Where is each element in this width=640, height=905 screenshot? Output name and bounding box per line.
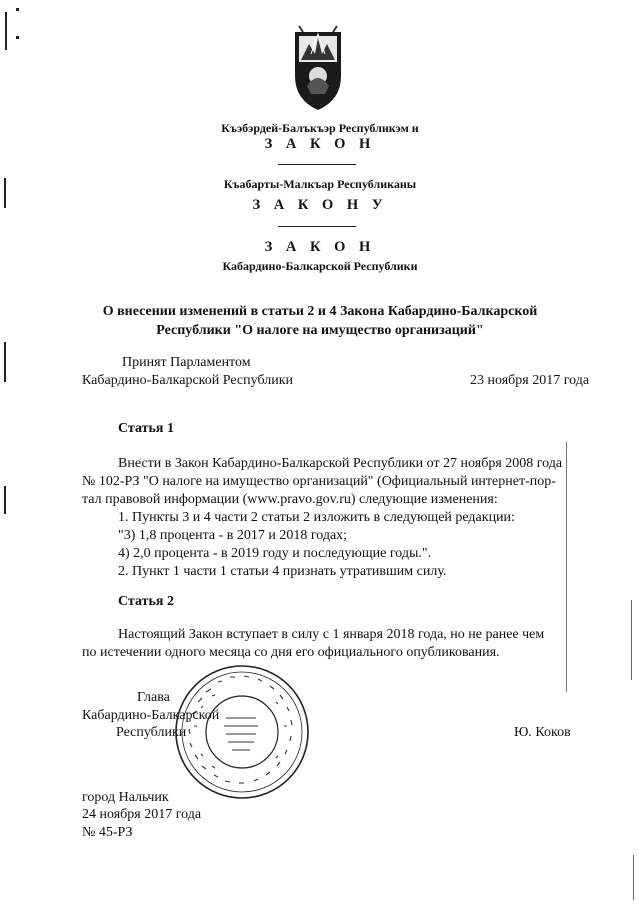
adopted-date: 23 ноября 2017 года	[470, 373, 590, 388]
law-title-line: О внесении изменений в статьи 2 и 4 Закона Кабардино-Балкарской	[102, 304, 538, 319]
article-1-line: № 102-РЗ "О налоге на имущество организаций" (Официальный интернет-пор-	[82, 474, 556, 489]
article-1-line: 1. Пункты 3 и 4 части 2 статьи 2 изложить в следующей редакции:	[118, 510, 515, 525]
adopted-by-republic: Кабардино-Балкарской Республики	[82, 373, 293, 388]
scan-mark	[4, 342, 6, 382]
header-divider	[278, 226, 356, 227]
law-title-line: Республики "О налоге на имущество организаций"	[156, 323, 484, 338]
scan-mark	[16, 8, 19, 11]
scan-mark	[633, 855, 634, 900]
article-1-line: 4) 2,0 процента - в 2019 году и последующие годы.".	[118, 546, 432, 561]
article-2-line: по истечении одного месяца со дня его официального опубликования.	[82, 645, 500, 660]
official-seal-icon	[172, 662, 312, 802]
scan-mark	[4, 178, 6, 208]
signature-role: Глава	[137, 690, 170, 705]
scan-mark	[566, 442, 567, 692]
scan-mark	[631, 600, 632, 680]
scan-mark	[4, 486, 6, 514]
article-1-line: 2. Пункт 1 части 1 статьи 4 признать утратившим силу.	[118, 564, 447, 579]
signature-role-republic: Кабардино-Балкарской	[82, 708, 220, 723]
header-kabardian-word: З А К О Н	[264, 136, 376, 152]
header-kabardian-line: Къэбэрдей-Балъкъэр Республикэм и	[221, 121, 419, 135]
law-title	[60, 302, 580, 340]
header-russian-line: Кабардино-Балкарской Республики	[222, 259, 418, 273]
coat-of-arms-icon	[289, 24, 347, 112]
header-balkar-line: Къабарты-Малкъар Республиканы	[223, 177, 417, 191]
article-1-line: тал правовой информации (www.pravo.gov.ru) следующие изменения:	[82, 492, 498, 507]
article-2-heading: Статья 2	[118, 594, 174, 609]
signatory-name: Ю. Коков	[514, 725, 571, 740]
header-balkar-word: З А К О Н У	[252, 197, 388, 213]
footer-date: 24 ноября 2017 года	[82, 807, 202, 822]
scan-mark	[16, 36, 19, 39]
footer-city: город Нальчик	[82, 790, 169, 805]
scan-mark	[5, 12, 7, 50]
article-2-line: Настоящий Закон вступает в силу с 1 января 2018 года, но не ранее чем	[118, 627, 545, 642]
signature-role-republics: Республики	[116, 725, 187, 740]
adopted-by: Принят Парламентом	[122, 355, 251, 370]
header-russian-word: З А К О Н	[264, 239, 376, 255]
article-1-line: Внести в Закон Кабардино-Балкарской Республики от 27 ноября 2008 года	[118, 456, 563, 471]
footer-number: № 45-РЗ	[82, 825, 133, 840]
header-divider	[278, 164, 356, 165]
article-1-heading: Статья 1	[118, 421, 174, 436]
article-1-line: "3) 1,8 процента - в 2017 и 2018 годах;	[118, 528, 348, 543]
